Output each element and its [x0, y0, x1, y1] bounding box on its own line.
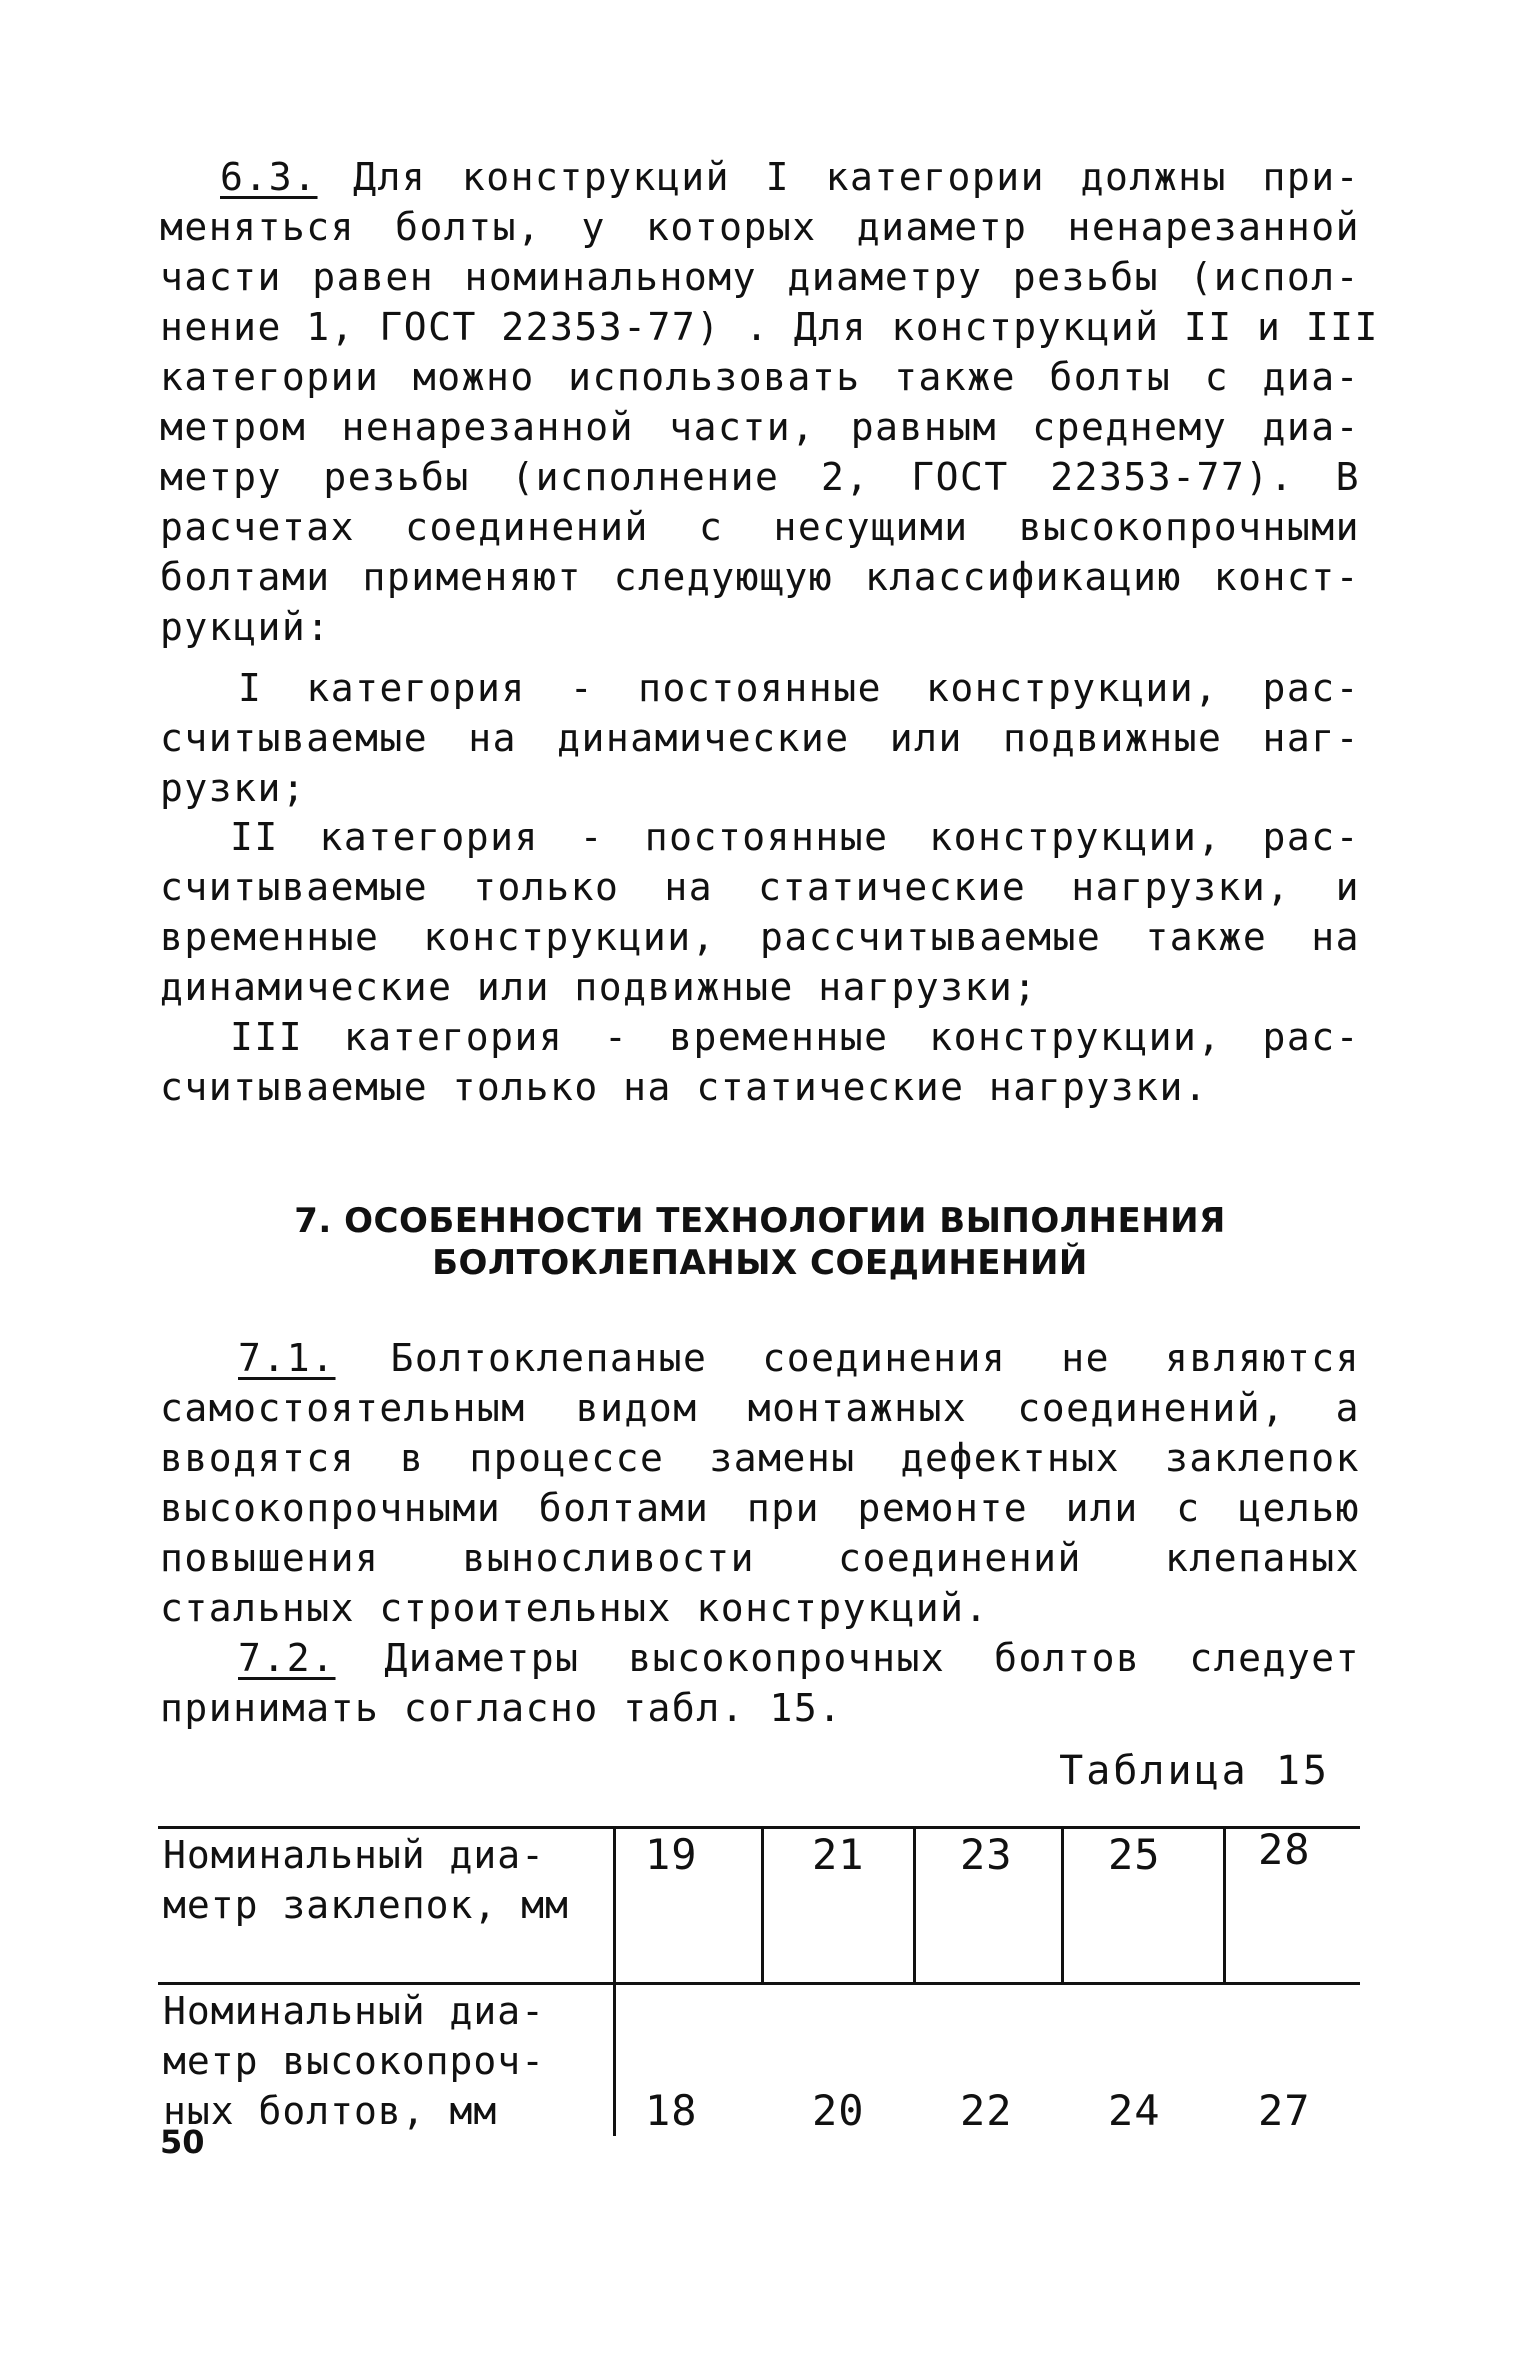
paragraph-line: повышения выносливости соединений клепаных [160, 1536, 1360, 1580]
table-column-divider [913, 1826, 916, 1982]
paragraph-line: нение 1, ГОСТ 22353-77) . Для конструкций II и III [160, 305, 1379, 349]
paragraph-line: II категория - постоянные конструкции, рас- [230, 815, 1360, 859]
rivet-diameter-value: 19 [645, 1830, 698, 1879]
table-top-rule [158, 1826, 1360, 1829]
rivet-diameter-label: Номинальный диа- метр заклепок, мм [163, 1833, 569, 1927]
table-column-divider [1223, 1826, 1226, 1982]
paragraph-line: стальных строительных конструкций. [160, 1586, 989, 1630]
paragraph-line: меняться болты, у которых диаметр ненарезанной [160, 205, 1360, 249]
paragraph-line: болтами применяют следующую классификацию конст- [160, 555, 1360, 599]
paragraph-number: 7.2. [238, 1636, 336, 1680]
section-heading [160, 1200, 1360, 1284]
table-row-divider [158, 1982, 1360, 1985]
paragraph-line: считываемые на динамические или подвижные наг- [160, 716, 1360, 760]
category-1-paragraph [160, 663, 1360, 813]
rivet-diameter-value: 23 [960, 1830, 1013, 1879]
table-column-divider [613, 1826, 616, 2136]
paragraph-line: метру резьбы (исполнение 2, ГОСТ 22353-77). В [160, 455, 1360, 499]
rivet-diameter-value: 25 [1108, 1830, 1161, 1879]
rivet-diameter-value: 28 [1258, 1825, 1311, 1874]
paragraph-line: расчетах соединений с несущими высокопрочными [160, 505, 1360, 549]
paragraph-line: категории можно использовать также болты с диа- [160, 355, 1360, 399]
paragraph-7-1 [160, 1333, 1360, 1633]
bolt-diameter-label: Номинальный диа- метр высокопроч- ных болтов, мм [163, 1989, 546, 2133]
paragraph-line: считываемые только на статические нагрузки, и [160, 865, 1360, 909]
table-column-divider [761, 1826, 764, 1982]
paragraph-number: 7.1. [238, 1336, 336, 1380]
paragraph-line: динамические или подвижные нагрузки; [160, 965, 1038, 1009]
category-3-paragraph [160, 1012, 1360, 1112]
paragraph-line: принимать согласно табл. 15. [160, 1686, 843, 1730]
paragraph-line: временные конструкции, рассчитываемые также на [160, 915, 1360, 959]
paragraph-line: Болтоклепаные соединения не являются [390, 1336, 1360, 1380]
paragraph-line: вводятся в процессе замены дефектных заклепок [160, 1436, 1360, 1480]
table-column-divider [1061, 1826, 1064, 1982]
paragraph-number: 6.3. [220, 155, 318, 199]
bolt-diameter-value: 20 [812, 2086, 865, 2135]
paragraph-line: части равен номинальному диаметру резьбы (испол- [160, 255, 1360, 299]
paragraph-line: рукций: [160, 605, 331, 649]
bolt-diameter-value: 18 [645, 2086, 698, 2135]
bolt-diameter-value: 27 [1258, 2086, 1311, 2135]
heading-line: 7. ОСОБЕННОСТИ ТЕХНОЛОГИИ ВЫПОЛНЕНИЯ [294, 1201, 1226, 1241]
heading-line: БОЛТОКЛЕПАНЫХ СОЕДИНЕНИЙ [432, 1243, 1088, 1283]
paragraph-line: считываемые только на статические нагрузки. [160, 1065, 1209, 1109]
rivet-diameter-value: 21 [812, 1830, 865, 1879]
paragraph-7-2 [160, 1633, 1360, 1733]
page-number: 50 [160, 2123, 205, 2161]
bolt-diameter-value: 24 [1108, 2086, 1161, 2135]
category-2-paragraph [160, 812, 1360, 1012]
paragraph-line: метром ненарезанной части, равным среднему диа- [160, 405, 1360, 449]
paragraph-line: III категория - временные конструкции, рас- [230, 1015, 1360, 1059]
bolt-diameter-value: 22 [960, 2086, 1013, 2135]
paragraph-line: самостоятельным видом монтажных соединений, а [160, 1386, 1360, 1430]
paragraph-6-3 [160, 152, 1379, 652]
table-caption: Таблица 15 [1059, 1748, 1330, 1794]
paragraph-line: рузки; [160, 766, 307, 810]
paragraph-line: Для конструкций I категории должны при- [353, 155, 1360, 199]
paragraph-line: Диаметры высокопрочных болтов следует [384, 1636, 1360, 1680]
paragraph-line: высокопрочными болтами при ремонте или с целью [160, 1486, 1360, 1530]
paragraph-line: I категория - постоянные конструкции, рас- [238, 666, 1360, 710]
